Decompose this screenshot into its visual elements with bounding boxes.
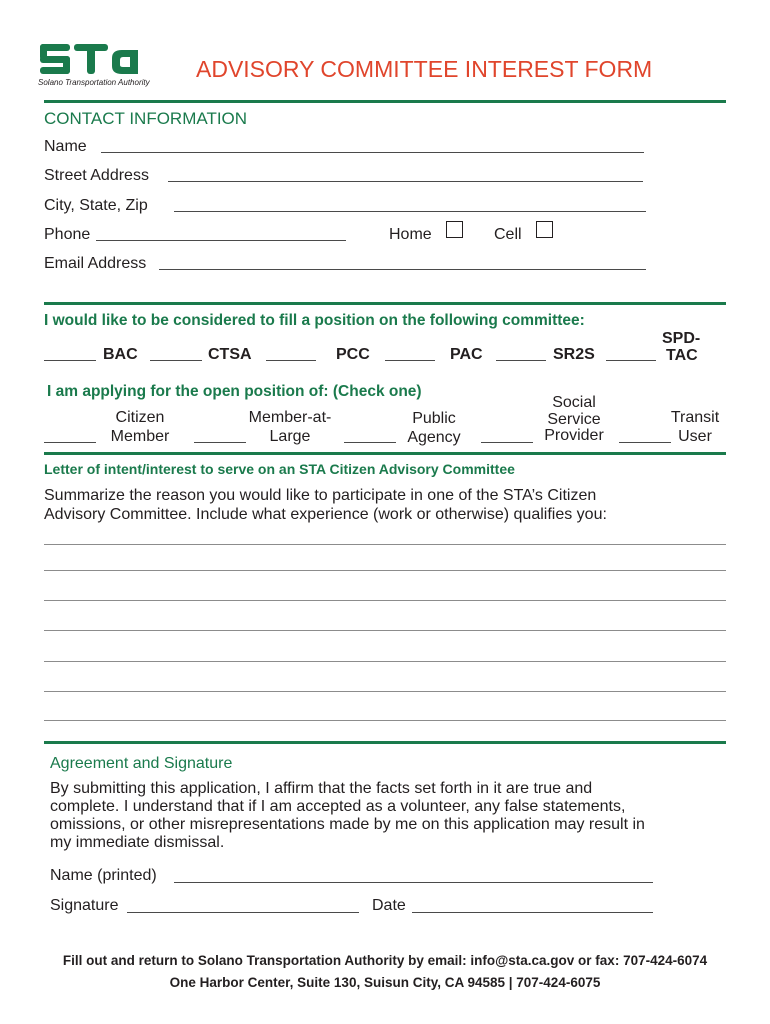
social-blank[interactable] <box>481 442 533 443</box>
contact-heading: CONTACT INFORMATION <box>44 109 248 128</box>
spdtac-blank[interactable] <box>606 360 656 361</box>
sta-logo <box>38 40 148 88</box>
phone-field[interactable] <box>96 240 346 241</box>
public-label-2: Agency <box>407 429 461 446</box>
pac-blank[interactable] <box>385 360 435 361</box>
agreement-line-2: complete. I understand that if I am accepted as a volunteer, any false statements, <box>50 798 626 815</box>
title-rule <box>44 100 726 103</box>
letter-line-2: Advisory Committee. Include what experience (work or otherwise) qualifies you: <box>44 506 607 523</box>
logo-tagline: Solano Transportation Authority <box>38 78 150 87</box>
cell-label: Cell <box>494 226 522 243</box>
social-label-1: Social <box>552 394 596 411</box>
street-field[interactable] <box>168 181 643 182</box>
social-label-2: Service <box>547 411 601 428</box>
home-label: Home <box>389 226 432 243</box>
member-blank[interactable] <box>194 442 246 443</box>
committee-ctsa: CTSA <box>208 346 252 363</box>
date-field[interactable] <box>412 912 653 913</box>
public-label-1: Public <box>412 410 456 427</box>
phone-label: Phone <box>44 226 91 243</box>
name-label: Name <box>44 138 87 155</box>
letter-answer-line[interactable] <box>44 570 726 571</box>
letter-answer-line[interactable] <box>44 691 726 692</box>
agreement-line-1: By submitting this application, I affirm that the facts set forth in it are true and <box>50 780 593 797</box>
letter-heading: Letter of intent/interest to serve on an STA Citizen Advisory Committee <box>44 461 515 477</box>
public-blank[interactable] <box>344 442 396 443</box>
signature-field[interactable] <box>127 912 359 913</box>
letter-rule <box>44 452 726 455</box>
transit-label-1: Transit <box>670 409 720 426</box>
social-label-3: Provider <box>544 427 604 444</box>
footer-line-1: Fill out and return to Solano Transportation Authority by email: info@sta.ca.gov or fax: 707-424-6074 <box>62 953 708 968</box>
citizen-blank[interactable] <box>44 442 96 443</box>
city-label: City, State, Zip <box>44 197 148 214</box>
name-printed-field[interactable] <box>174 882 653 883</box>
member-label-2: Large <box>269 428 311 445</box>
letter-answer-line[interactable] <box>44 544 726 545</box>
agreement-rule <box>44 741 726 744</box>
committee-sr2s: SR2S <box>553 346 595 363</box>
signature-label: Signature <box>50 897 119 914</box>
letter-answer-line[interactable] <box>44 661 726 662</box>
citizen-label-1: Citizen <box>115 409 165 426</box>
committee-pac: PAC <box>450 346 483 363</box>
position-heading: I am applying for the open position of: (Check one) <box>47 383 422 400</box>
email-field[interactable] <box>159 269 646 270</box>
footer-line-2: One Harbor Center, Suite 130, Suisun City, CA 94585 | 707-424-6075 <box>169 975 601 990</box>
committee-rule <box>44 302 726 305</box>
date-label: Date <box>372 897 406 914</box>
city-field[interactable] <box>174 211 646 212</box>
letter-answer-line[interactable] <box>44 630 726 631</box>
committee-pcc: PCC <box>336 346 370 363</box>
committee-spdtac-1: SPD- <box>662 330 701 347</box>
email-label: Email Address <box>44 255 147 272</box>
letter-line-1: Summarize the reason you would like to participate in one of the STA’s Citizen <box>44 487 597 504</box>
cell-checkbox[interactable] <box>536 221 553 238</box>
bac-blank[interactable] <box>44 360 96 361</box>
name-field[interactable] <box>101 152 644 153</box>
home-checkbox[interactable] <box>446 221 463 238</box>
agreement-line-3: omissions, or other misrepresentations made by me on this application may result in <box>50 816 645 833</box>
pcc-blank[interactable] <box>266 360 316 361</box>
committee-spdtac-2: TAC <box>666 347 698 364</box>
citizen-label-2: Member <box>110 428 170 445</box>
form-title: ADVISORY COMMITTEE INTEREST FORM <box>196 56 653 82</box>
street-label: Street Address <box>44 167 149 184</box>
letter-answer-line[interactable] <box>44 720 726 721</box>
sr2s-blank[interactable] <box>496 360 546 361</box>
transit-label-2: User <box>678 428 712 445</box>
member-label-1: Member-at- <box>248 409 332 426</box>
ctsa-blank[interactable] <box>150 360 202 361</box>
sta-logo-mark <box>38 40 148 76</box>
committee-bac: BAC <box>103 346 138 363</box>
transit-blank[interactable] <box>619 442 671 443</box>
committee-heading: I would like to be considered to fill a position on the following committee: <box>44 312 585 329</box>
agreement-heading: Agreement and Signature <box>50 755 233 772</box>
letter-answer-line[interactable] <box>44 600 726 601</box>
name-printed-label: Name (printed) <box>50 867 157 884</box>
agreement-line-4: my immediate dismissal. <box>50 834 225 851</box>
